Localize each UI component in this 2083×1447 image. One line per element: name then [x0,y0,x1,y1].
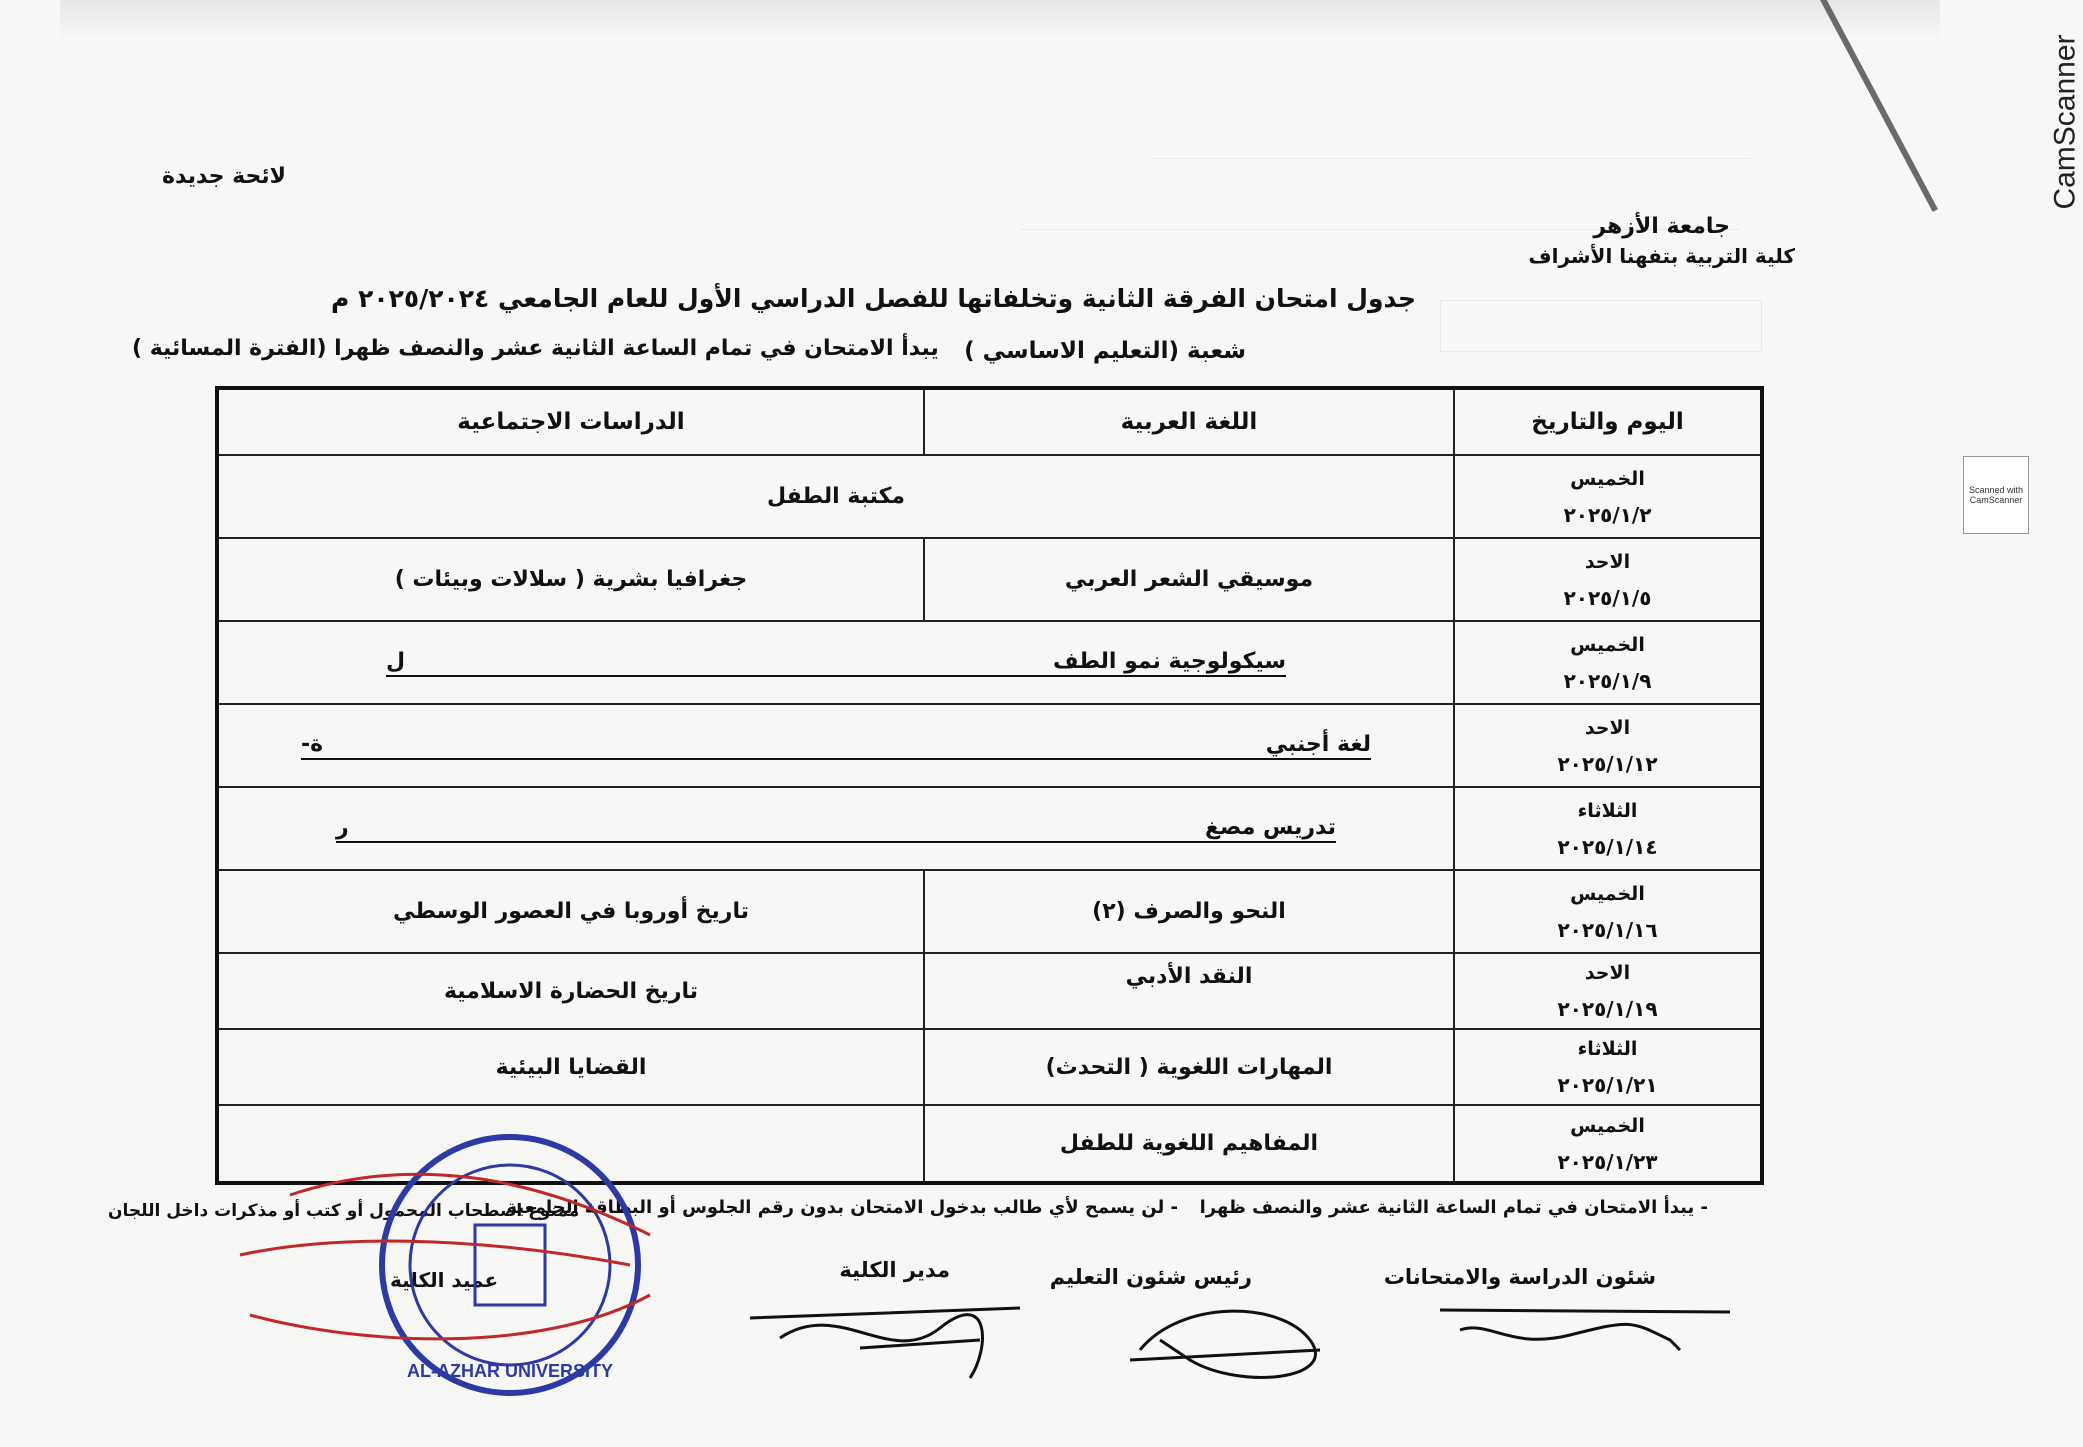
signature-exams [1430,1290,1750,1360]
social-subject-cell: جغرافيا بشرية ( سلالات وبيئات ) [217,538,924,621]
division-label: شعبة (التعليم الاساسي ) [964,338,1246,364]
stamp-text: AL-AZHAR UNIVERSITY [407,1361,613,1381]
table-row [217,870,1762,953]
note-seat-number: - لن يسمح لأي طالب بدخول الامتحان بدون رقم الجلوس أو البطاقة الجامعية [506,1197,1178,1218]
day-date-cell: الثلاثاء ٢٠٢٥/١/١٤ [1454,787,1762,870]
page-title: جدول امتحان الفرقة الثانية وتخلفاتها للفصل الدراسي الأول للعام الجامعي ٢٠٢٥/٢٠٢٤ م [331,284,1416,313]
header-day-date: اليوم والتاريخ [1454,388,1762,455]
day-date-cell: الاحد ٢٠٢٥/١/٥ [1454,538,1762,621]
table-header-row [217,388,1762,455]
university-name: جامعة الأزهر [1593,214,1730,239]
scan-top-shadow [60,0,1940,40]
note-start-time: - يبدأ الامتحان في تمام الساعة الثانية عشر والنصف ظهرا [1199,1197,1708,1218]
start-time-note: يبدأ الامتحان في تمام الساعة الثانية عشر والنصف ظهرا (الفترة المسائية ) [132,336,939,361]
signature-title-exams: شئون الدراسة والامتحانات [1383,1265,1656,1289]
merged-subject-cell: مكتبة الطفل [217,455,1454,538]
table-row [217,538,1762,621]
official-stamp [210,1115,690,1415]
table-row [217,953,1762,1029]
faculty-name: كلية التربية بتفهنا الأشراف [1528,244,1795,268]
merged-subject-cell: لغة أجنبي ة- [217,704,1454,787]
signature-title-education: رئيس شئون التعليم [1049,1265,1252,1289]
table-row [217,1029,1762,1105]
bleed-through-text [1150,128,1750,159]
signature-director [740,1278,1030,1388]
table-row [217,621,1762,704]
day-date-cell: الخميس ٢٠٢٥/١/١٦ [1454,870,1762,953]
exam-schedule-table [215,386,1764,1185]
camscanner-badge: Scanned with CamScanner [1963,456,2029,534]
table-row [217,455,1762,538]
arabic-subject-cell: المفاهيم اللغوية للطفل [924,1105,1454,1183]
signature-title-director: مدير الكلية [839,1258,950,1282]
arabic-subject-cell: النحو والصرف (٢) [924,870,1454,953]
social-subject-cell: القضايا البيئية [217,1029,924,1105]
signature-title-dean: عميد الكلية [390,1268,499,1292]
day-date-cell: الخميس ٢٠٢٥/١/٢٣ [1454,1105,1762,1183]
day-date-cell: الثلاثاء ٢٠٢٥/١/٢١ [1454,1029,1762,1105]
day-date-cell: الخميس ٢٠٢٥/١/٢ [1454,455,1762,538]
table-row [217,704,1762,787]
day-date-cell: الاحد ٢٠٢٥/١/١٩ [1454,953,1762,1029]
merged-subject-cell: تدريس مصغ ر [217,787,1454,870]
note-no-phones: - ممنوع اصطحاب المحمول أو كتب أو مذكرات داخل اللجان [108,1201,593,1221]
arabic-subject-cell: موسيقي الشعر العربي [924,538,1454,621]
header-social: الدراسات الاجتماعية [217,388,924,455]
header-arabic: اللغة العربية [924,388,1454,455]
day-date-cell: الخميس ٢٠٢٥/١/٩ [1454,621,1762,704]
table-row [217,787,1762,870]
camscanner-watermark: CamScanner [2048,34,2082,210]
arabic-subject-cell: المهارات اللغوية ( التحدث) [924,1029,1454,1105]
social-subject-cell: تاريخ الحضارة الاسلامية [217,953,924,1029]
social-subject-cell: تاريخ أوروبا في العصور الوسطي [217,870,924,953]
merged-subject-cell: سيكولوجية نمو الطف ل [217,621,1454,704]
signature-education [1120,1280,1340,1390]
regulation-label: لائحة جديدة [162,164,287,189]
arabic-subject-cell: النقد الأدبي [924,953,1454,1029]
bleed-through-block [1440,300,1762,352]
day-date-cell: الاحد ٢٠٢٥/١/١٢ [1454,704,1762,787]
